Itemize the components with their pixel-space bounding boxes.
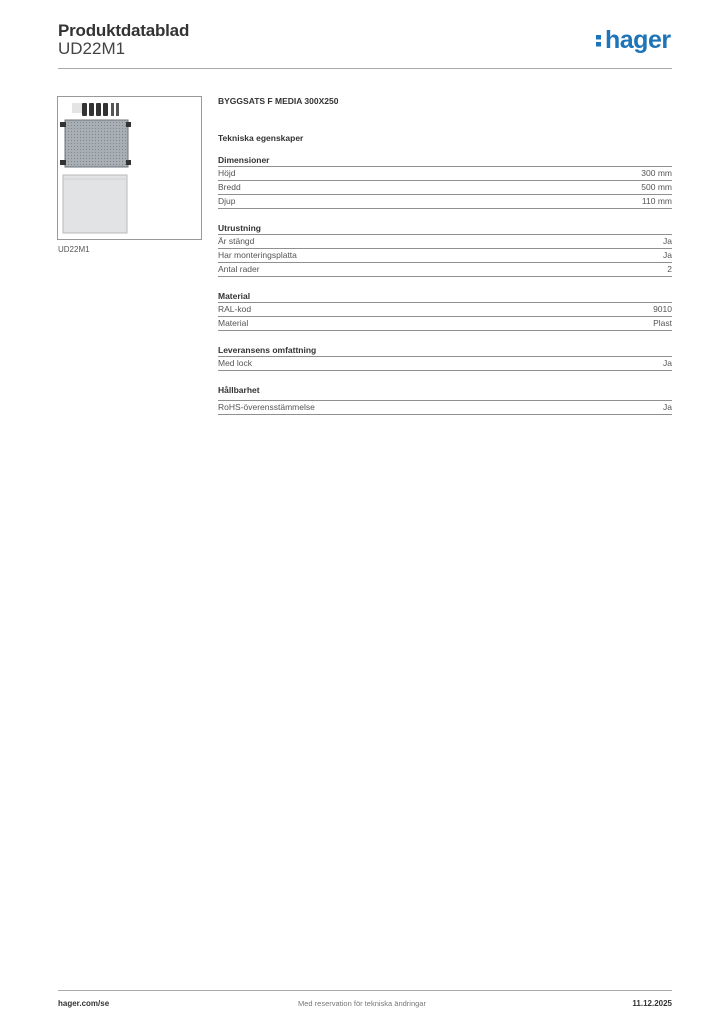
- spec-label: Material: [218, 318, 249, 328]
- spec-row: [218, 194, 672, 208]
- spec-row: [218, 356, 672, 370]
- spec-row: [218, 262, 672, 276]
- spec-label: Höjd: [218, 168, 236, 178]
- product-image-caption: UD22M1: [58, 245, 90, 254]
- spec-row: [218, 234, 672, 248]
- spec-value: Ja: [663, 236, 672, 246]
- spec-value: Plast: [653, 318, 672, 328]
- spec-section-title: Material: [218, 291, 251, 301]
- footer-website: hager.com/se: [58, 999, 110, 1008]
- spec-value: Ja: [663, 402, 672, 412]
- footer-divider: [58, 990, 672, 991]
- product-illustration: [58, 97, 201, 239]
- spec-value: 2: [667, 264, 672, 274]
- spec-section-title: Leveransens omfattning: [218, 345, 317, 355]
- spec-section-dimensions: [218, 155, 672, 209]
- spec-label: Antal rader: [218, 264, 260, 274]
- spec-label: Bredd: [218, 182, 241, 192]
- spec-value: 300 mm: [641, 168, 672, 178]
- specs-heading: Tekniska egenskaper: [218, 133, 304, 143]
- spec-section-material: [218, 291, 672, 331]
- logo-mark-icon: [595, 28, 605, 50]
- product-image: [57, 96, 202, 240]
- spec-section-title: Dimensioner: [218, 155, 270, 165]
- header-divider: [58, 68, 672, 69]
- spec-section-title: Hållbarhet: [218, 385, 260, 395]
- spec-value: Ja: [663, 250, 672, 260]
- spec-label: Har monteringsplatta: [218, 250, 297, 260]
- product-name: BYGGSATS F MEDIA 300X250: [218, 96, 339, 106]
- footer-disclaimer: Med reservation för tekniska ändringar: [298, 999, 426, 1008]
- spec-label: Djup: [218, 196, 236, 206]
- spec-row: [218, 248, 672, 262]
- spec-row: [218, 316, 672, 330]
- spec-label: RoHS-överensstämmelse: [218, 402, 315, 412]
- spec-row: [218, 166, 672, 180]
- spec-value: 9010: [653, 304, 672, 314]
- hager-logo: [595, 26, 671, 56]
- spec-section-title: Utrustning: [218, 223, 261, 233]
- spec-value: Ja: [663, 358, 672, 368]
- spec-row: [218, 302, 672, 316]
- page-subtitle: UD22M1: [58, 39, 126, 58]
- logo-text: hager: [605, 26, 671, 54]
- spec-section-delivery: [218, 345, 672, 371]
- spec-label: Med lock: [218, 358, 253, 368]
- footer-date: 11.12.2025: [632, 999, 672, 1008]
- spec-row: [218, 180, 672, 194]
- spec-value: 110 mm: [641, 196, 672, 206]
- spec-section-sustainability: [218, 385, 672, 415]
- product-content: [218, 96, 672, 429]
- spec-row: [218, 400, 672, 414]
- spec-label: RAL-kod: [218, 304, 252, 314]
- page-title: Produktdatablad: [58, 21, 190, 40]
- spec-section-equipment: [218, 223, 672, 277]
- spec-value: 500 mm: [641, 182, 672, 192]
- spec-label: Är stängd: [218, 236, 255, 246]
